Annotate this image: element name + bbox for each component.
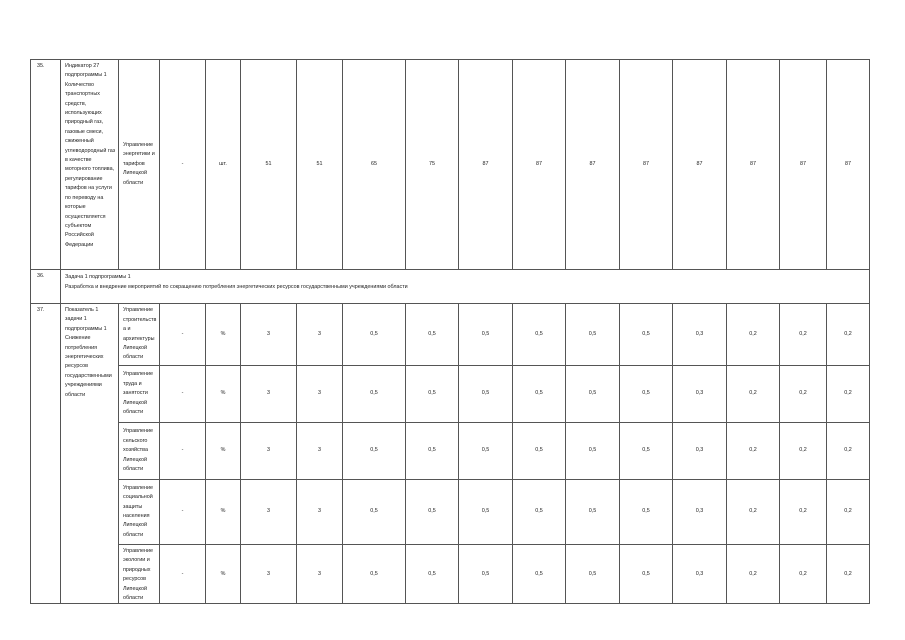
- value-cell: 87: [620, 60, 673, 270]
- value-cell: 87: [459, 60, 513, 270]
- value-cell: 0,5: [343, 304, 406, 366]
- value-cell: 0,5: [620, 545, 673, 604]
- value-cell: 0,3: [673, 423, 727, 480]
- row-number: 35.: [31, 60, 61, 270]
- value-cell: 0,5: [459, 423, 513, 480]
- value-cell: 0,2: [727, 423, 780, 480]
- value-cell: 0,5: [513, 480, 566, 545]
- value-cell: 0,3: [673, 545, 727, 604]
- task-description: Разработка и внедрение мероприятий по сокращению потребления энергетических ресурсов государственными учреждениями области: [65, 284, 408, 290]
- responsible-executor: Управление энергетики и тарифов Липецкой области: [119, 60, 160, 270]
- value-cell: 0,5: [343, 480, 406, 545]
- unit-cell: %: [206, 304, 241, 366]
- dash-cell: -: [160, 60, 206, 270]
- value-cell: 0,5: [459, 480, 513, 545]
- dash-cell: -: [160, 366, 206, 423]
- value-cell: 0,3: [673, 480, 727, 545]
- value-cell: 0,5: [406, 545, 459, 604]
- value-cell: 0,5: [343, 423, 406, 480]
- dash-cell: -: [160, 480, 206, 545]
- table-row-36: [31, 270, 870, 304]
- value-cell: 3: [297, 545, 343, 604]
- value-cell: 0,2: [827, 480, 870, 545]
- value-cell: 0,5: [459, 304, 513, 366]
- dash-cell: -: [160, 545, 206, 604]
- task-title: Задача 1 подпрограммы 1: [65, 274, 131, 280]
- responsible-executor: Управление сельского хозяйства Липецкой области: [119, 423, 160, 480]
- task-cell: [61, 270, 870, 304]
- value-cell: 0,5: [566, 366, 620, 423]
- unit-cell: %: [206, 545, 241, 604]
- value-cell: 87: [827, 60, 870, 270]
- value-cell: 3: [297, 423, 343, 480]
- value-cell: 0,5: [620, 366, 673, 423]
- value-cell: 0,5: [459, 545, 513, 604]
- value-cell: 0,5: [513, 545, 566, 604]
- value-cell: 0,2: [727, 366, 780, 423]
- value-cell: 0,2: [727, 480, 780, 545]
- table-subrow: [31, 545, 870, 604]
- value-cell: 0,5: [566, 304, 620, 366]
- value-cell: 0,5: [459, 366, 513, 423]
- indicator-table: [30, 59, 870, 604]
- value-cell: 0,2: [780, 423, 827, 480]
- responsible-executor: Управление строительства и архитектуры Липецкой области: [119, 304, 160, 366]
- value-cell: 0,3: [673, 304, 727, 366]
- value-cell: 87: [566, 60, 620, 270]
- value-cell: 0,5: [343, 545, 406, 604]
- table-row-35: [31, 60, 870, 270]
- value-cell: 0,5: [566, 423, 620, 480]
- responsible-executor: Управление экологии и природных ресурсов Липецкой области: [119, 545, 160, 604]
- value-cell: 75: [406, 60, 459, 270]
- table-subrow: [31, 366, 870, 423]
- value-cell: 65: [343, 60, 406, 270]
- value-cell: 3: [297, 366, 343, 423]
- value-cell: 0,2: [827, 545, 870, 604]
- value-cell: 51: [241, 60, 297, 270]
- value-cell: 3: [297, 304, 343, 366]
- responsible-executor: Управление труда и занятости Липецкой области: [119, 366, 160, 423]
- value-cell: 0,5: [566, 545, 620, 604]
- value-cell: 87: [673, 60, 727, 270]
- value-cell: 51: [297, 60, 343, 270]
- value-cell: 0,5: [406, 304, 459, 366]
- value-cell: 0,5: [513, 423, 566, 480]
- table-row-37: [31, 304, 870, 366]
- value-cell: 0,2: [780, 366, 827, 423]
- indicator-name: Индикатор 27 подпрограммы 1 Количество транспортных средств, использующих природный газ, газовые смеси, сжиженный углеводородный газ в качестве моторного топлива, регулирование тарифов на услуги по переводу на которые осуществляется субъектом Российской Федерации: [61, 60, 119, 270]
- unit-cell: %: [206, 366, 241, 423]
- indicator-name: Показатель 1 задачи 1 подпрограммы 1 Снижение потребления энергетических ресурсов государственными учреждениями области: [61, 304, 119, 604]
- value-cell: 0,3: [673, 366, 727, 423]
- value-cell: 0,5: [513, 304, 566, 366]
- value-cell: 0,5: [620, 423, 673, 480]
- value-cell: 0,5: [406, 366, 459, 423]
- value-cell: 3: [241, 304, 297, 366]
- value-cell: 87: [513, 60, 566, 270]
- responsible-executor: Управление социальной защиты населения Липецкой области: [119, 480, 160, 545]
- value-cell: 0,5: [406, 480, 459, 545]
- table-subrow: [31, 423, 870, 480]
- value-cell: 0,5: [513, 366, 566, 423]
- value-cell: 0,2: [727, 304, 780, 366]
- unit-cell: шт.: [206, 60, 241, 270]
- value-cell: 0,2: [827, 304, 870, 366]
- value-cell: 0,5: [620, 304, 673, 366]
- value-cell: 3: [297, 480, 343, 545]
- value-cell: 0,5: [343, 366, 406, 423]
- value-cell: 0,2: [827, 366, 870, 423]
- value-cell: 3: [241, 545, 297, 604]
- value-cell: 3: [241, 366, 297, 423]
- value-cell: 87: [780, 60, 827, 270]
- value-cell: 0,5: [566, 480, 620, 545]
- dash-cell: -: [160, 304, 206, 366]
- value-cell: 87: [727, 60, 780, 270]
- row-number: 37.: [31, 304, 61, 604]
- value-cell: 0,2: [780, 545, 827, 604]
- value-cell: 3: [241, 423, 297, 480]
- unit-cell: %: [206, 480, 241, 545]
- row-number: 36.: [31, 270, 61, 304]
- unit-cell: %: [206, 423, 241, 480]
- value-cell: 3: [241, 480, 297, 545]
- value-cell: 0,2: [780, 480, 827, 545]
- indicator-table-page: [30, 59, 870, 604]
- value-cell: 0,5: [406, 423, 459, 480]
- value-cell: 0,2: [780, 304, 827, 366]
- value-cell: 0,2: [827, 423, 870, 480]
- dash-cell: -: [160, 423, 206, 480]
- table-subrow: [31, 480, 870, 545]
- value-cell: 0,2: [727, 545, 780, 604]
- value-cell: 0,5: [620, 480, 673, 545]
